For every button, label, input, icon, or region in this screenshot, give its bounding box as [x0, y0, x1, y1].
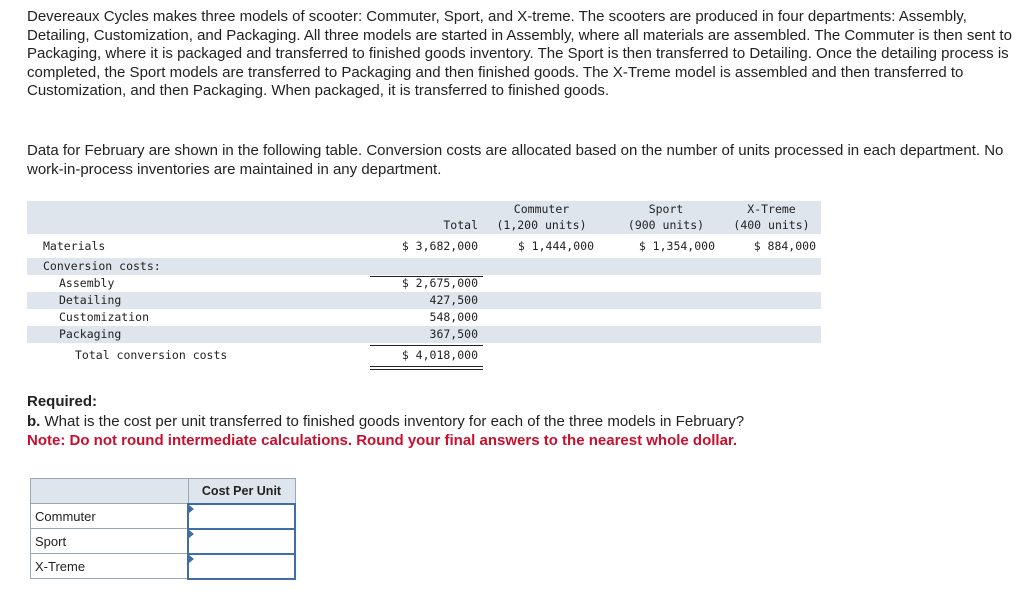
packaging-label: Packaging	[59, 327, 122, 341]
assembly-total: $ 2,675,000	[401, 276, 478, 290]
header-xtreme: X-Treme	[747, 202, 796, 216]
total-conversion-label: Total conversion costs	[75, 348, 228, 362]
total-double-rule	[370, 366, 483, 370]
conversion-costs-label: Conversion costs:	[43, 259, 161, 273]
sport-row-label: Sport	[31, 529, 189, 554]
required-heading: Required:	[27, 393, 98, 410]
table-row-assembly	[27, 275, 821, 292]
header-commuter: Commuter	[513, 202, 570, 216]
sport-cost-input[interactable]	[189, 530, 294, 553]
answer-row-commuter	[31, 504, 296, 529]
part-label: b.	[27, 412, 41, 430]
xtreme-row-label: X-Treme	[31, 554, 189, 579]
detailing-label: Detailing	[59, 293, 122, 307]
subtotal-rule	[370, 345, 483, 346]
materials-label: Materials	[43, 239, 106, 253]
header-commuter-units: (1,200 units)	[496, 218, 587, 232]
required-section	[27, 392, 1017, 451]
intro-paragraph: Devereaux Cycles makes three models of scooter: Commuter, Sport, and X-treme. The scooters are produced in four departments: Assembly, Detailing, Customization, and Packaging. All three models are started in Assembly, where all materials are assembled. The Commuter is then sent to Packaging, where it is packaged and transferred to finished goods inventory. The Sport is then transferred to Detailing. Once the detailing process is completed, the Sport models are transferred to Packaging and then finished goods. The X-Treme model is assembled and then transferred to Customization, and then Packaging. When packaged, it is transferred to finished goods.	[27, 8, 1012, 100]
header-sport: Sport	[648, 202, 684, 216]
input-marker-icon	[189, 555, 194, 563]
xtreme-cost-cell	[188, 554, 295, 579]
answer-header-row	[31, 479, 296, 504]
data-paragraph: Data for February are shown in the following table. Conversion costs are allocated based on the number of units processed in each department. No work-in-process inventories are maintained in any department.	[27, 142, 1004, 178]
header-xtreme-units: (400 units)	[733, 218, 810, 232]
materials-sport: $ 1,354,000	[638, 239, 715, 253]
input-marker-icon	[189, 530, 194, 538]
commuter-cost-cell	[188, 504, 295, 529]
materials-commuter: $ 1,444,000	[517, 239, 594, 253]
cost-per-unit-header: Cost Per Unit	[188, 479, 295, 504]
table-row-conversion-label	[27, 258, 821, 275]
answer-table	[30, 478, 296, 580]
customization-total: 548,000	[429, 310, 478, 324]
table-row-packaging	[27, 326, 821, 343]
packaging-total: 367,500	[429, 327, 478, 341]
table-header-row	[27, 201, 821, 234]
answer-row-sport	[31, 529, 296, 554]
answer-row-xtreme	[31, 554, 296, 579]
rounding-note: Note: Do not round intermediate calculations. Round your final answers to the nearest whole dollar.	[27, 432, 738, 449]
detailing-total: 427,500	[429, 293, 478, 307]
total-conversion-value: $ 4,018,000	[401, 348, 478, 362]
table-row-detailing	[27, 292, 821, 309]
materials-underline	[370, 276, 483, 277]
assembly-label: Assembly	[59, 276, 115, 290]
customization-label: Customization	[59, 310, 150, 324]
header-sport-units: (900 units)	[627, 218, 705, 232]
commuter-cost-input[interactable]	[189, 505, 294, 528]
sport-cost-cell	[188, 529, 295, 554]
table-row-total-conversion	[27, 343, 821, 365]
header-total: Total	[443, 218, 478, 232]
materials-total: $ 3,682,000	[401, 239, 478, 253]
materials-xtreme: $ 884,000	[753, 239, 816, 253]
input-marker-icon	[189, 505, 194, 513]
cost-data-table	[27, 201, 821, 365]
commuter-row-label: Commuter	[31, 504, 189, 529]
xtreme-cost-input[interactable]	[189, 555, 294, 578]
answer-header-blank	[31, 479, 189, 504]
table-row-customization	[27, 309, 821, 326]
question-text: What is the cost per unit transferred to finished goods inventory for each of the three models in February?	[40, 412, 745, 430]
table-row-materials	[27, 234, 821, 258]
